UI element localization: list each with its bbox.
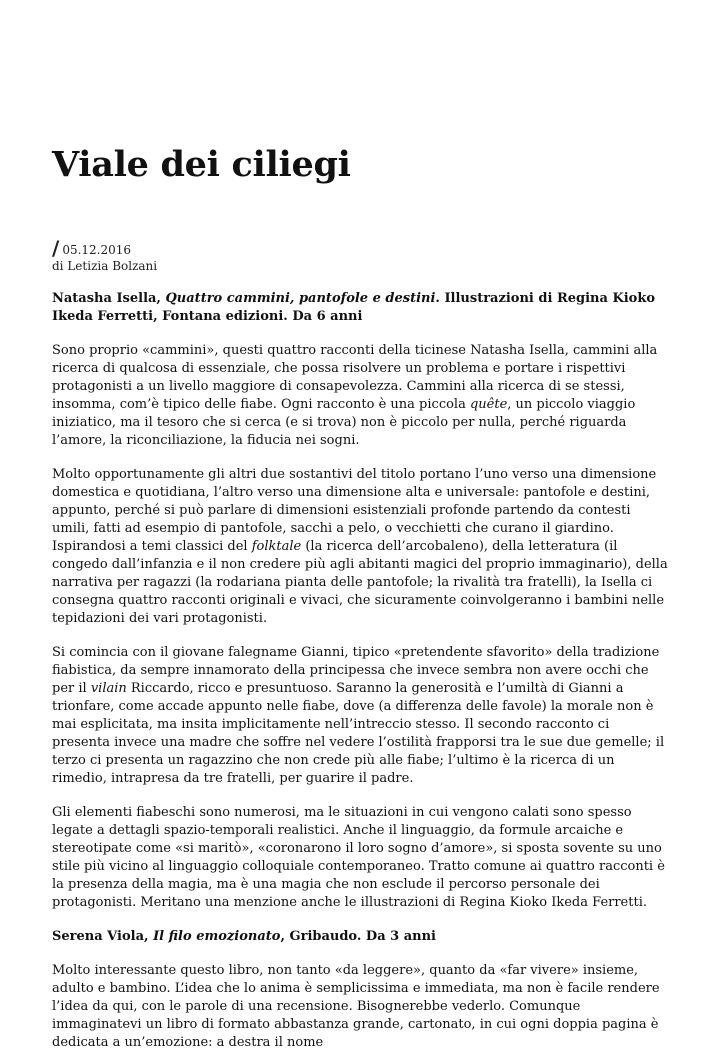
- paragraph: Molto interessante questo libro, non tanto «da leggere», quanto da «far vivere» insieme, adulto e bambino. L’idea che lo anima è semplicissima e immediata, ma non è facile rendere l’idea da qui, con le parole di una recensione. Bisognerebbe vederlo. Comunque immaginatevi un libro di formato abbastanza grande, cartonato, in cui ogni doppia pagina è dedicata a un’emozione: a destra il nome: [52, 963, 660, 1050]
- paragraph-text: Molto opportunamente gli altri due sostantivi del titolo portano l’uno verso una dimensione domestica e quotidiana, l’altro verso una dimensione alta e universale: pantofole e destini, appunto, perché si può parlare di dimensioni esistenziali profonde partendo da contesti umili, fatti ad esempio di pantofole, sacchi a pelo, o vecchietti che curano il giardino. Ispirandosi a temi classici del: [52, 467, 657, 554]
- paragraph-text: Si comincia con il giovane falegname Gianni, tipico «pretendente sfavorito» della tradizione fiabistica, da sempre innamorato della principessa che invece sembra non avere occhi che per il: [52, 645, 660, 696]
- article-author: di Letizia Bolzani: [52, 259, 158, 273]
- emphasis-text: quête: [469, 397, 508, 412]
- book-author: Natasha Isella,: [52, 291, 166, 306]
- article-meta: [52, 236, 158, 274]
- book-heading-1: [52, 290, 670, 326]
- article-date: 05.12.2016: [62, 243, 132, 257]
- paragraph-text: Sono proprio «cammini», questi quattro racconti della ticinese Natasha Isella, cammini alla ricerca di qualcosa di essenziale, che possa risolvere un problema e portare i rispettivi protagonisti a un livello maggiore di consapevolezza. Cammini alla ricerca di se stessi, insomma, com’è tipico delle fiabe. Ogni racconto è una piccola: [52, 343, 658, 412]
- book-details: , Gribaudo. Da 3 anni: [280, 929, 436, 944]
- emphasis-text: vilain: [90, 681, 127, 696]
- paragraph: Gli elementi fiabeschi sono numerosi, ma le situazioni in cui vengono calati sono spesso legate a dettagli spazio-temporali realistici. Anche il linguaggio, da formule arcaiche e stereotipate come «si maritò», «coronarono il loro sogno d’amore», si sposta sovente su uno stile più vicino al linguaggio colloquiale contemporaneo. Tratto comune ai quattro racconti è la presenza della magia, ma è una magia che non esclude il percorso personale dei protagonisti. Meritano una menzione anche le illustrazioni di Regina Kioko Ikeda Ferretti.: [52, 805, 665, 910]
- article-body: [52, 290, 670, 1052]
- book-heading-2: [52, 928, 670, 946]
- slash-icon: /: [52, 236, 60, 260]
- paragraph-text: , un piccolo viaggio iniziatico, ma il tesoro che si cerca (e si trova) non è piccolo per nulla, perché riguarda l’amore, la riconciliazione, la fiducia nei sogni.: [52, 397, 636, 448]
- book-details: . Illustrazioni di Regina Kioko Ikeda Ferretti, Fontana edizioni. Da 6 anni: [52, 291, 656, 324]
- date-line: [52, 236, 157, 260]
- emphasis-text: folktale: [251, 539, 302, 554]
- paragraph: [52, 644, 670, 788]
- paragraph-text: (la ricerca dell’arcobaleno), della letteratura (il congedo dall’infanzia e il non credere più agli abitanti magici del proprio immaginario), della narrativa per ragazzi (la rodariana pianta delle pantofole; la rivalità tra fratelli), la Isella ci consegna quattro racconti originali e vivaci, che sicuramente coinvolgeranno i bambini nelle tepidazioni dei vari protagonisti.: [52, 539, 668, 626]
- book-author: Serena Viola,: [52, 929, 154, 944]
- paragraph-text: Riccardo, ricco e presuntuoso. Saranno la generosità e l’umiltà di Gianni a trionfare, come accade appunto nelle fiabe, dove (a differenza delle favole) la morale non è mai esplicitata, ma insita implicitamente nell’intreccio stesso. Il secondo racconto ci presenta invece una madre che soffre nel vedere l’ostilità frapporsi tra le sue due gemelle; il terzo ci presenta un ragazzino che non crede più alle fiabe; l’ultimo è la ricerca di un rimedio, intrapresa da tre fratelli, per guarire il padre.: [52, 681, 665, 786]
- book-title: Quattro cammini, pantofole e destini: [165, 291, 436, 306]
- book-title: Il filo emozionato: [153, 929, 281, 944]
- page-title: Viale dei ciliegi: [52, 144, 351, 185]
- paragraph: [52, 466, 670, 628]
- paragraph: [52, 342, 670, 450]
